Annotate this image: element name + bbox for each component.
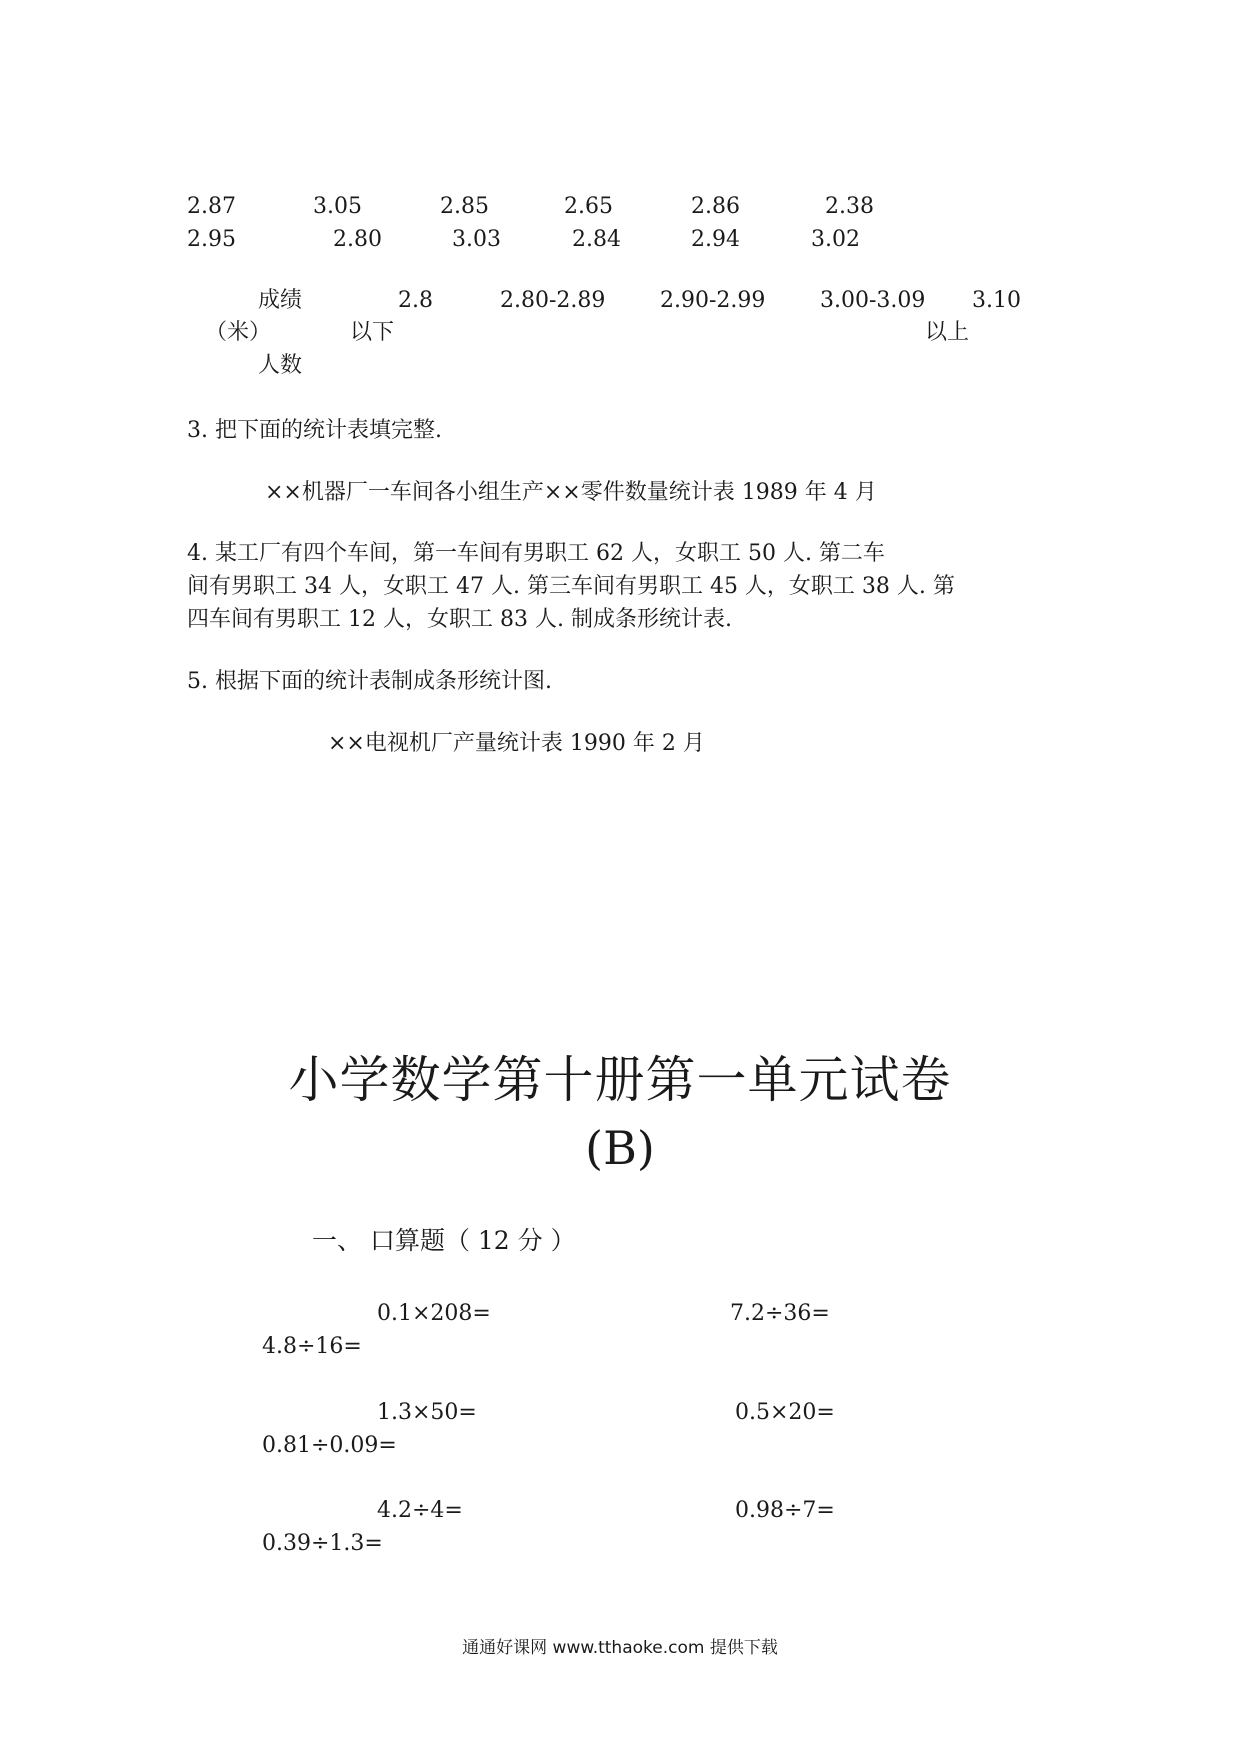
score-value: 2.38 — [825, 194, 874, 219]
range-header: 2.8 — [398, 288, 433, 313]
question-4-line-1: 4. 某工厂有四个车间，第一车间有男职工 62 人，女职工 50 人. 第二车 — [187, 541, 885, 566]
problem: 4.2÷4= — [377, 1498, 463, 1523]
question-4-line-2: 间有男职工 34 人，女职工 47 人. 第三车间有男职工 45 人，女职工 38 人. 第 — [187, 574, 955, 599]
score-value: 2.84 — [572, 227, 621, 252]
score-value: 2.95 — [187, 227, 236, 252]
section-heading: 一、 口算题（ 12 分 ） — [312, 1226, 576, 1255]
problem: 7.2÷36= — [730, 1301, 830, 1326]
score-value: 2.86 — [691, 194, 740, 219]
score-value: 2.94 — [691, 227, 740, 252]
score-value: 3.03 — [452, 227, 501, 252]
page-subtitle: (B) — [585, 1121, 655, 1175]
range-header: 2.90-2.99 — [660, 288, 766, 313]
page-title: 小学数学第十册第一单元试卷 — [288, 1051, 952, 1109]
problem: 0.98÷7= — [735, 1498, 835, 1523]
range-header: 3.10 — [972, 288, 1021, 313]
score-value: 2.87 — [187, 194, 236, 219]
q3-table-title: ××机器厂一车间各小组生产××零件数量统计表 1989 年 4 月 — [265, 480, 877, 505]
score-value: 2.65 — [564, 194, 613, 219]
question-5: 5. 根据下面的统计表制成条形统计图. — [187, 669, 552, 694]
problem: 0.39÷1.3= — [262, 1531, 383, 1556]
q5-table-title: ××电视机厂产量统计表 1990 年 2 月 — [328, 731, 705, 756]
range-header: 3.00-3.09 — [820, 288, 926, 313]
problem: 0.81÷0.09= — [262, 1433, 397, 1458]
problem: 1.3×50= — [377, 1400, 477, 1425]
table-header-unit: （米） — [205, 320, 272, 345]
score-value: 2.85 — [440, 194, 489, 219]
question-4-line-3: 四车间有男职工 12 人，女职工 83 人. 制成条形统计表. — [187, 607, 732, 632]
table-header-label: 成绩 — [258, 288, 303, 313]
range-header-suffix: 以上 — [925, 320, 970, 345]
range-header: 2.80-2.89 — [500, 288, 606, 313]
table-count-label: 人数 — [258, 353, 303, 378]
score-value: 2.80 — [333, 227, 382, 252]
footer-credit: 通通好课网 www.tthaoke.com 提供下载 — [462, 1638, 778, 1658]
score-value: 3.02 — [811, 227, 860, 252]
problem: 4.8÷16= — [262, 1334, 362, 1359]
score-value: 3.05 — [313, 194, 362, 219]
problem: 0.5×20= — [735, 1400, 835, 1425]
question-3: 3. 把下面的统计表填完整. — [187, 418, 442, 443]
problem: 0.1×208= — [377, 1301, 491, 1326]
range-header-suffix: 以下 — [350, 320, 395, 345]
